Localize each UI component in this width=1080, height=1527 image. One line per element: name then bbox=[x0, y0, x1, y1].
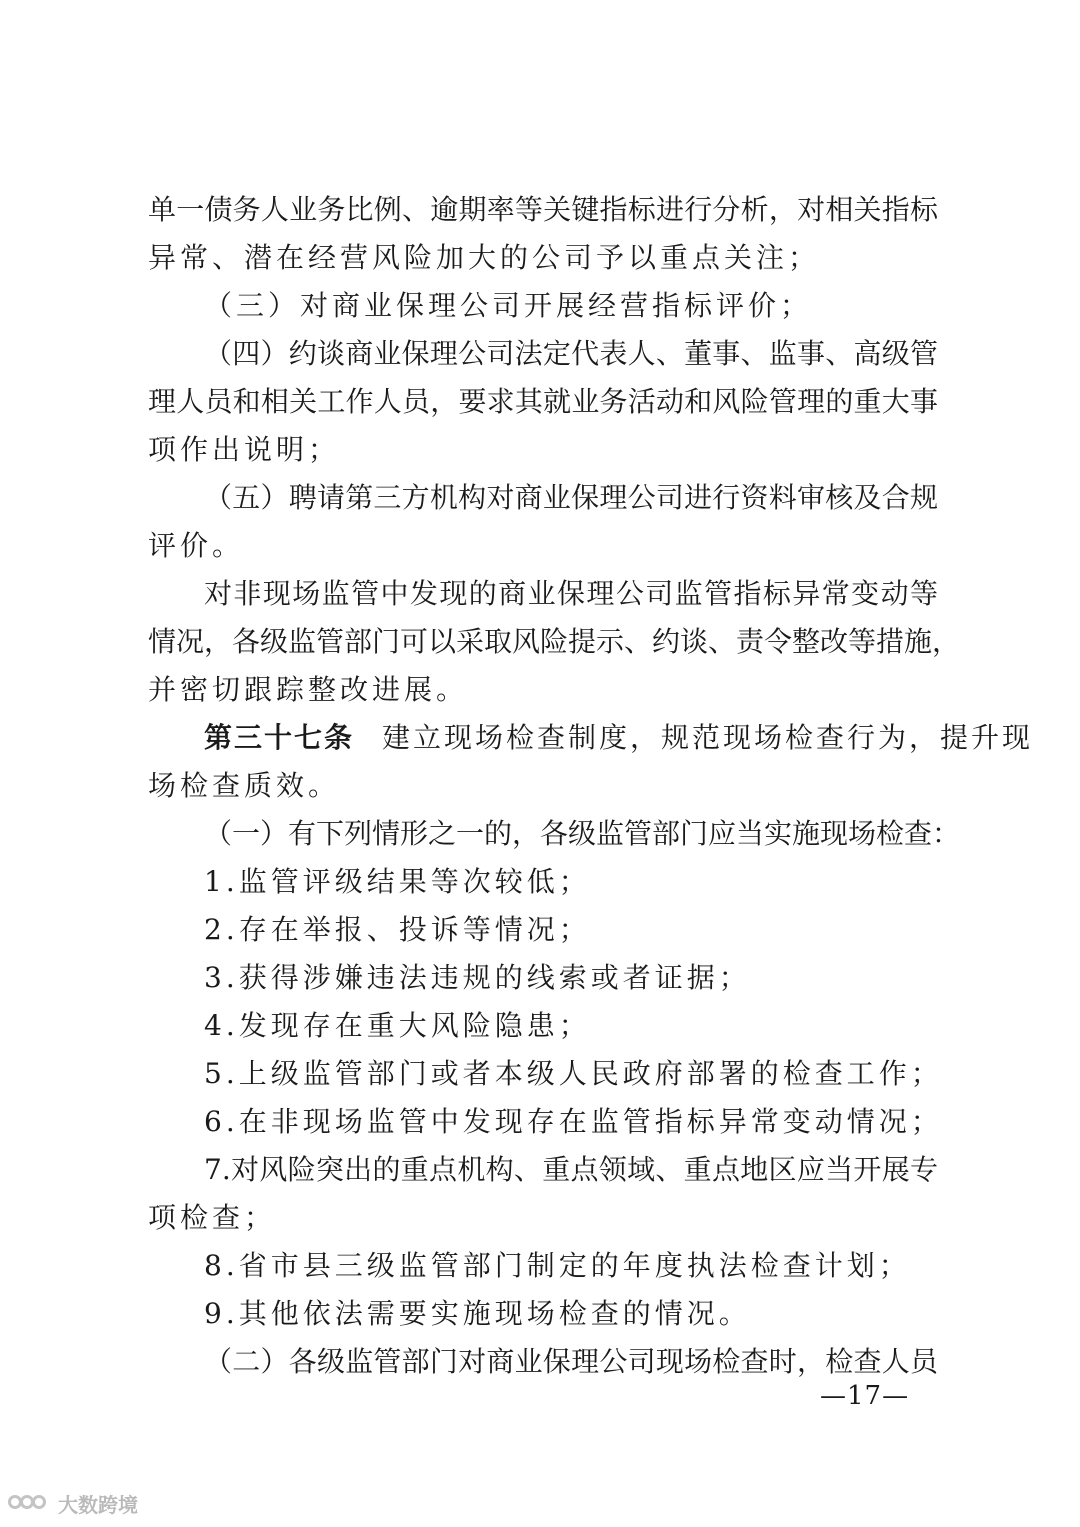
body-line-2: 异常、潜在经营风险加大的公司予以重点关注； bbox=[148, 241, 821, 274]
list-item-1: 1.监管评级结果等次较低； bbox=[204, 865, 591, 898]
list-item-3: 3.获得涉嫌违法违规的线索或者证据； bbox=[204, 961, 751, 994]
list-item-8: 8.省市县三级监管部门制定的年度执法检查计划； bbox=[204, 1249, 911, 1282]
article-heading: 第三十七条 bbox=[204, 721, 355, 754]
list-item-7-continued: 项检查； bbox=[148, 1201, 277, 1234]
body-line-11: 并密切跟踪整改进展。 bbox=[148, 673, 469, 706]
body-line-13: 场检查质效。 bbox=[148, 769, 341, 802]
body-line-6: 项作出说明； bbox=[148, 433, 341, 466]
page-number: —17— bbox=[820, 1381, 910, 1411]
article-37-line bbox=[204, 714, 1034, 762]
list-item-2: 2.存在举报、投诉等情况； bbox=[204, 913, 591, 946]
list-item-4: 4.发现存在重大风险隐患； bbox=[204, 1009, 591, 1042]
article-text: 建立现场检查制度，规范现场检查行为，提升现 bbox=[382, 721, 1034, 754]
list-item-9: 9.其他依法需要实施现场检查的情况。 bbox=[204, 1297, 751, 1330]
rings-logo-icon bbox=[8, 1491, 52, 1515]
body-line-10: 情况，各级监管部门可以采取风险提示、约谈、责令整改等措施， bbox=[148, 625, 961, 658]
paragraph-offsite: 对非现场监管中发现的商业保理公司监管指标异常变动等 bbox=[204, 577, 938, 610]
item-three: （三）对商业保理公司开展经营指标评价； bbox=[204, 289, 813, 322]
item-four: （四）约谈商业保理公司法定代表人、董事、监事、高级管 bbox=[204, 337, 938, 370]
body-line-8: 评价。 bbox=[148, 529, 245, 562]
item-one: （一）有下列情形之一的，各级监管部门应当实施现场检查： bbox=[204, 817, 961, 850]
list-item-5: 5.上级监管部门或者本级人民政府部署的检查工作； bbox=[204, 1057, 943, 1090]
list-item-6: 6.在非现场监管中发现存在监管指标异常变动情况； bbox=[204, 1105, 943, 1138]
watermark-text: 大数跨境 bbox=[58, 1492, 138, 1517]
list-item-7: 7.对风险突出的重点机构、重点领域、重点地区应当开展专 bbox=[204, 1153, 938, 1186]
body-line-5: 理人员和相关工作人员，要求其就业务活动和风险管理的重大事 bbox=[148, 385, 938, 418]
item-two: （二）各级监管部门对商业保理公司现场检查时，检查人员 bbox=[204, 1345, 938, 1378]
watermark bbox=[8, 1488, 138, 1518]
item-five: （五）聘请第三方机构对商业保理公司进行资料审核及合规 bbox=[204, 481, 938, 514]
body-line-1: 单一债务人业务比例、逾期率等关键指标进行分析，对相关指标 bbox=[148, 193, 938, 226]
